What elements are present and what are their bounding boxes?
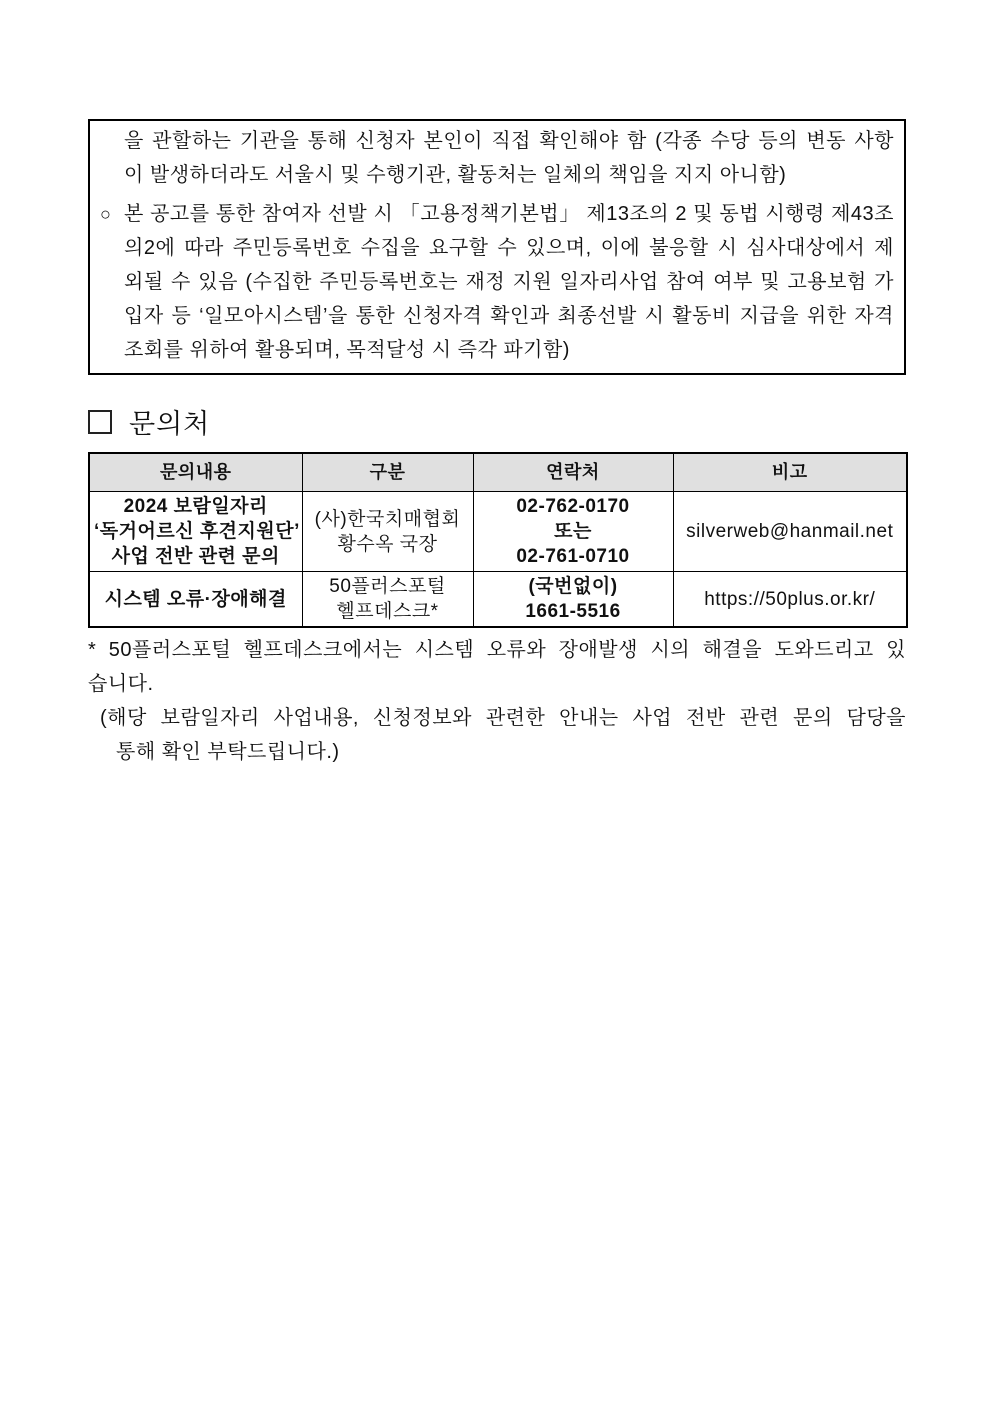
circle-bullet-icon: ○: [100, 204, 112, 224]
footnote-guidance: [88, 701, 906, 769]
text-line: (사)한국치매협회: [314, 508, 461, 530]
text-line: ‘독거어르신 후견지원단’: [94, 521, 300, 542]
text-line: (국번없이): [528, 576, 618, 597]
square-marker-icon: [88, 410, 112, 434]
text-line: 02-761-0710: [516, 546, 630, 567]
header-note: 비고: [673, 453, 907, 492]
notice-paragraph-text: [124, 197, 894, 367]
cell-contact: [473, 492, 673, 572]
text-line: 또는: [554, 521, 592, 542]
text-line: 02-762-0170: [516, 496, 630, 517]
cell-category: [302, 492, 473, 572]
text-line: 2024 보람일자리: [123, 496, 268, 517]
text-line: 의2에 따라 주민등록번호 수집을 요구할 수 있으며, 이에 불응할 시 심사대상에서 제: [124, 237, 894, 259]
header-contact: 연락처: [473, 453, 673, 492]
footnote-helpdesk: [88, 633, 906, 701]
text-line: 50플러스포털: [329, 576, 446, 597]
footnotes: [88, 633, 906, 769]
text-line: 통해 확인 부탁드립니다.): [116, 741, 340, 763]
cell-inquiry-content: [89, 572, 302, 628]
notice-paragraph: [98, 124, 894, 192]
text-line: 입자 등 ‘일모아시스템’을 통한 신청자격 확인과 최종선발 시 활동비 지급을 위한 자격: [124, 305, 894, 327]
text-line: (해당 보람일자리 사업내용, 신청정보와 관련한 안내는 사업 전반 관련 문의 담당을: [100, 707, 906, 729]
text-line: 황수옥 국장: [337, 533, 438, 555]
text-line: 헬프데스크*: [336, 601, 439, 622]
text-line: 1661-5516: [525, 601, 621, 622]
notice-box: [88, 119, 906, 375]
text-line: 이 발생하더라도 서울시 및 수행기관, 활동처는 일체의 책임을 지지 아니함): [124, 164, 787, 186]
text-line: 시스템 오류·장애해결: [104, 588, 287, 610]
cell-note-email: [673, 492, 907, 572]
table-row: [89, 572, 907, 628]
text-line: * 50플러스포털 헬프데스크에서는 시스템 오류와 장애발생 시의 해결을 도와드리고 있: [88, 639, 906, 661]
table-row: [89, 492, 907, 572]
text-line: 조회를 위하여 활용되며, 목적달성 시 즉각 파기함): [124, 339, 570, 361]
text-line: silverweb@hanmail.net: [686, 521, 894, 542]
text-line: 을 관할하는 기관을 통해 신청자 본인이 직접 확인해야 함 (각종 수당 등의 변동 사항: [124, 130, 894, 152]
cell-note-url: [673, 572, 907, 628]
header-category: 구분: [302, 453, 473, 492]
text-line: https://50plus.or.kr/: [704, 588, 876, 610]
contact-table: [88, 452, 908, 628]
text-line: 습니다.: [88, 673, 154, 695]
text-line: 본 공고를 통한 참여자 선발 시 「고용정책기본법」 제13조의 2 및 동법 시행령 제43조: [124, 203, 894, 225]
text-line: 사업 전반 관련 문의: [111, 546, 280, 567]
header-inquiry-content: 문의내용: [89, 453, 302, 492]
table-header-row: [89, 453, 907, 492]
cell-contact: [473, 572, 673, 628]
text-line: 외될 수 있음 (수집한 주민등록번호는 재정 지원 일자리사업 참여 여부 및 고용보험 가: [124, 271, 894, 293]
cell-category: [302, 572, 473, 628]
section-title-text: 문의처: [129, 409, 211, 439]
section-title: [88, 402, 210, 441]
notice-paragraph: [98, 197, 894, 367]
cell-inquiry-content: [89, 492, 302, 572]
